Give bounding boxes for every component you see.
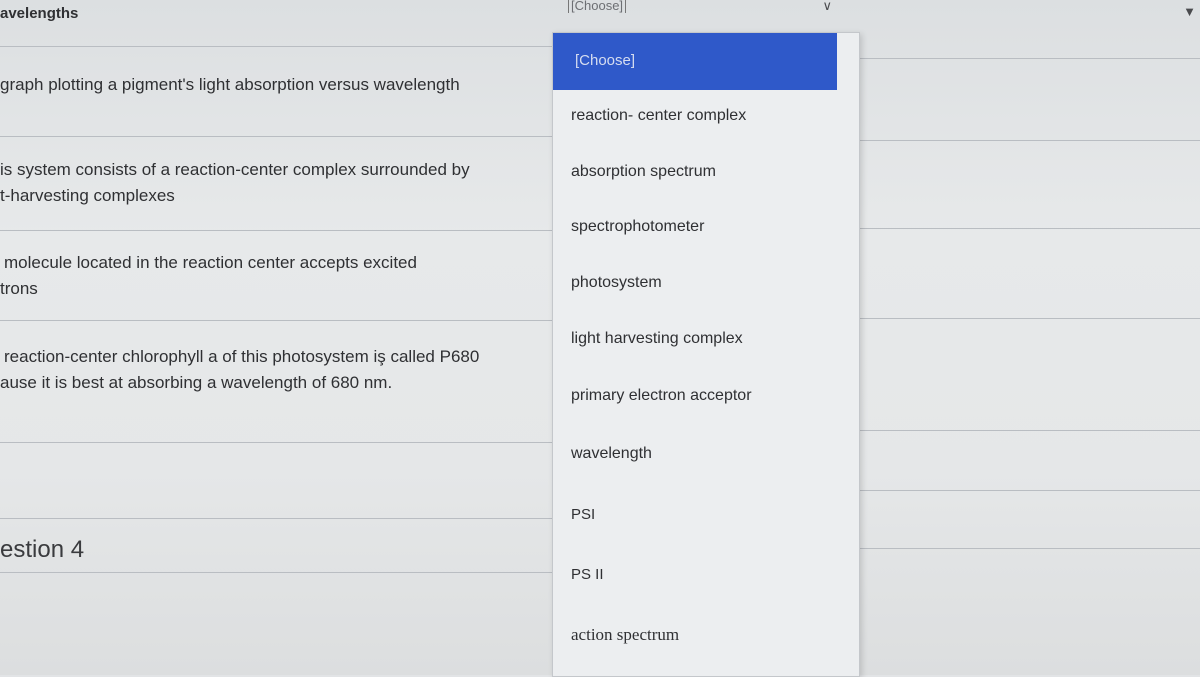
prompt-line: avelengths xyxy=(0,5,79,22)
prompt-line: graph plotting a pigment's light absorption versus wavelength xyxy=(0,75,460,94)
match-prompt xyxy=(0,72,460,98)
dropdown-option[interactable]: PSI xyxy=(571,506,596,523)
prompt-line: trons xyxy=(0,279,38,298)
divider xyxy=(858,490,1200,491)
dropdown-option[interactable]: photosystem xyxy=(571,274,662,291)
answer-select[interactable] xyxy=(562,0,832,18)
prompt-line: ause it is best at absorbing a wavelength of 680 nm. xyxy=(0,373,393,392)
chevron-down-icon[interactable]: ▼ xyxy=(1183,4,1196,19)
divider xyxy=(858,548,1200,549)
divider xyxy=(0,518,552,519)
prompt-line: t-harvesting complexes xyxy=(0,186,175,205)
dropdown-option[interactable]: primary electron acceptor xyxy=(571,387,752,404)
divider xyxy=(858,430,1200,431)
dropdown-option[interactable]: light harvesting complex xyxy=(571,330,743,347)
dropdown-option-choose[interactable]: [Choose] xyxy=(553,33,837,90)
divider xyxy=(0,572,552,573)
prompt-line: is system consists of a reaction-center complex surrounded by xyxy=(0,160,470,179)
chevron-down-icon: ∨ xyxy=(822,0,832,13)
match-prompt xyxy=(0,250,417,302)
divider xyxy=(0,136,552,137)
divider xyxy=(0,320,552,321)
dropdown-option[interactable]: spectrophotometer xyxy=(571,218,705,235)
select-value: [Choose] xyxy=(568,0,626,13)
divider xyxy=(0,442,552,443)
prompt-line: molecule located in the reaction center accepts excited xyxy=(4,253,417,272)
divider xyxy=(0,230,552,231)
divider xyxy=(858,228,1200,229)
question-title: estion 4 xyxy=(0,536,85,563)
match-prompt xyxy=(0,1,78,27)
dropdown-option[interactable]: action spectrum xyxy=(571,625,680,644)
divider xyxy=(858,140,1200,141)
prompt-line: reaction-center chlorophyll a of this photosystem iş called P680 xyxy=(4,347,480,366)
divider xyxy=(0,46,552,47)
dropdown-option[interactable]: PS II xyxy=(571,566,604,583)
dropdown-option[interactable]: absorption spectrum xyxy=(571,163,716,180)
dropdown-option[interactable]: wavelength xyxy=(571,445,652,462)
select-dropdown-list[interactable] xyxy=(552,32,860,677)
divider xyxy=(858,318,1200,319)
dropdown-option[interactable]: reaction- center complex xyxy=(571,107,747,124)
match-prompt xyxy=(0,344,479,396)
divider xyxy=(858,58,1200,59)
match-prompt xyxy=(0,157,470,209)
